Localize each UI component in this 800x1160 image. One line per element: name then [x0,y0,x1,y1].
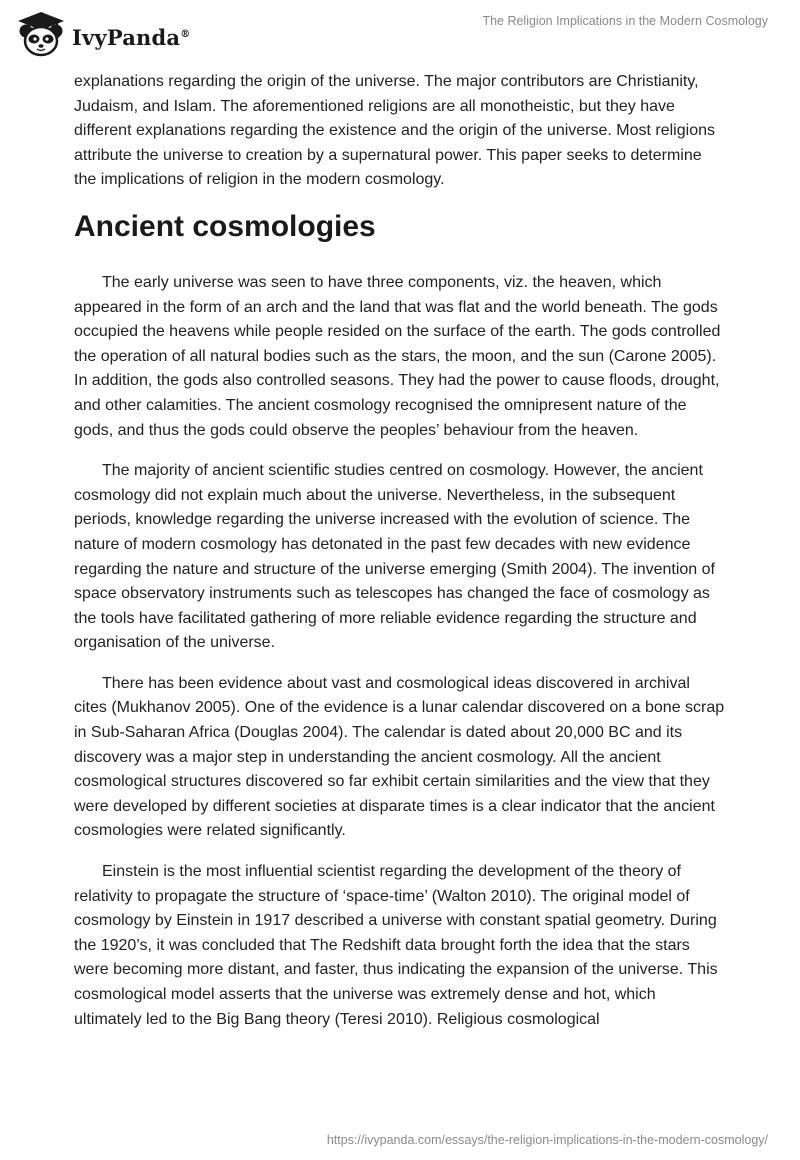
essay-body [74,70,726,1048]
document-title: The Religion Implications in the Modern Cosmology [482,14,768,28]
body-paragraph: Einstein is the most influential scientist regarding the development of the theory of relativity to propagate the structure of ‘space-time’ (Walton 2010). The original model of cosmology by Einstein in 1917 described a universe with constant spatial geometry. During the 1920’s, it was concluded that The Redshift data brought forth the idea that the stars were becoming more distant, and faster, thus indicating the expansion of the universe. This cosmological model asserts that the universe was extremely dense and hot, which ultimately led to the Big Bang theory (Teresi 2010). Religious cosmological [74,863,718,1028]
page-header [0,0,800,70]
brand-logo[interactable] [14,10,190,58]
body-paragraph: There has been evidence about vast and cosmological ideas discovered in archival cites (Mukhanov 2005). One of the evidence is a lunar calendar discovered on a bone scrap in Sub-Saharan Africa (Douglas 2004). The calendar is dated about 20,000 BC and its discovery was a major step in understanding the ancient cosmology. All the ancient cosmological structures discovered so far exhibit certain similarities and the view that they were developed by different societies at disparate times is a clear indicator that the ancient cosmologies were related significantly. [74,674,725,840]
section-heading: Ancient cosmologies [74,209,376,243]
body-paragraph: The early universe was seen to have three components, viz. the heaven, which appeared in the form of an arch and the land that was flat and the world beneath. The gods occupied the heavens while people resided on the surface of the earth. The gods controlled the operation of all natural bodies such as the stars, the moon, and the sun (Carone 2005). In addition, the gods also controlled seasons. They had the power to cause floods, drought, and other calamities. The ancient cosmology recognised the omnipresent nature of the gods, and thus the gods could observe the peoples’ behaviour from the heaven. [74,273,721,439]
panda-logo-icon [14,10,68,58]
source-url-link[interactable]: https://ivypanda.com/essays/the-religion-implications-in-the-modern-cosmology/ [326,1133,768,1147]
brand-name: IvyPanda® [72,24,191,50]
intro-paragraph: explanations regarding the origin of the universe. The major contributors are Christianity, Judaism, and Islam. The aforementioned religions are all monotheistic, but they have different explanations regarding the existence and the origin of the universe. Most religions attribute the universe to creation by a supernatural power. This paper seeks to determine the implications of religion in the modern cosmology. [74,73,715,189]
body-paragraph: The majority of ancient scientific studies centred on cosmology. However, the ancient cosmology did not explain much about the universe. Nevertheless, in the subsequent periods, knowledge regarding the universe increased with the evolution of science. The nature of modern cosmology has detonated in the past few decades with new evidence regarding the nature and structure of the universe emerging (Smith 2004). The invention of space observatory instruments such as telescopes has changed the face of cosmology as the tools have facilitated gathering of more reliable evidence regarding the structure and organisation of the universe. [74,462,715,652]
